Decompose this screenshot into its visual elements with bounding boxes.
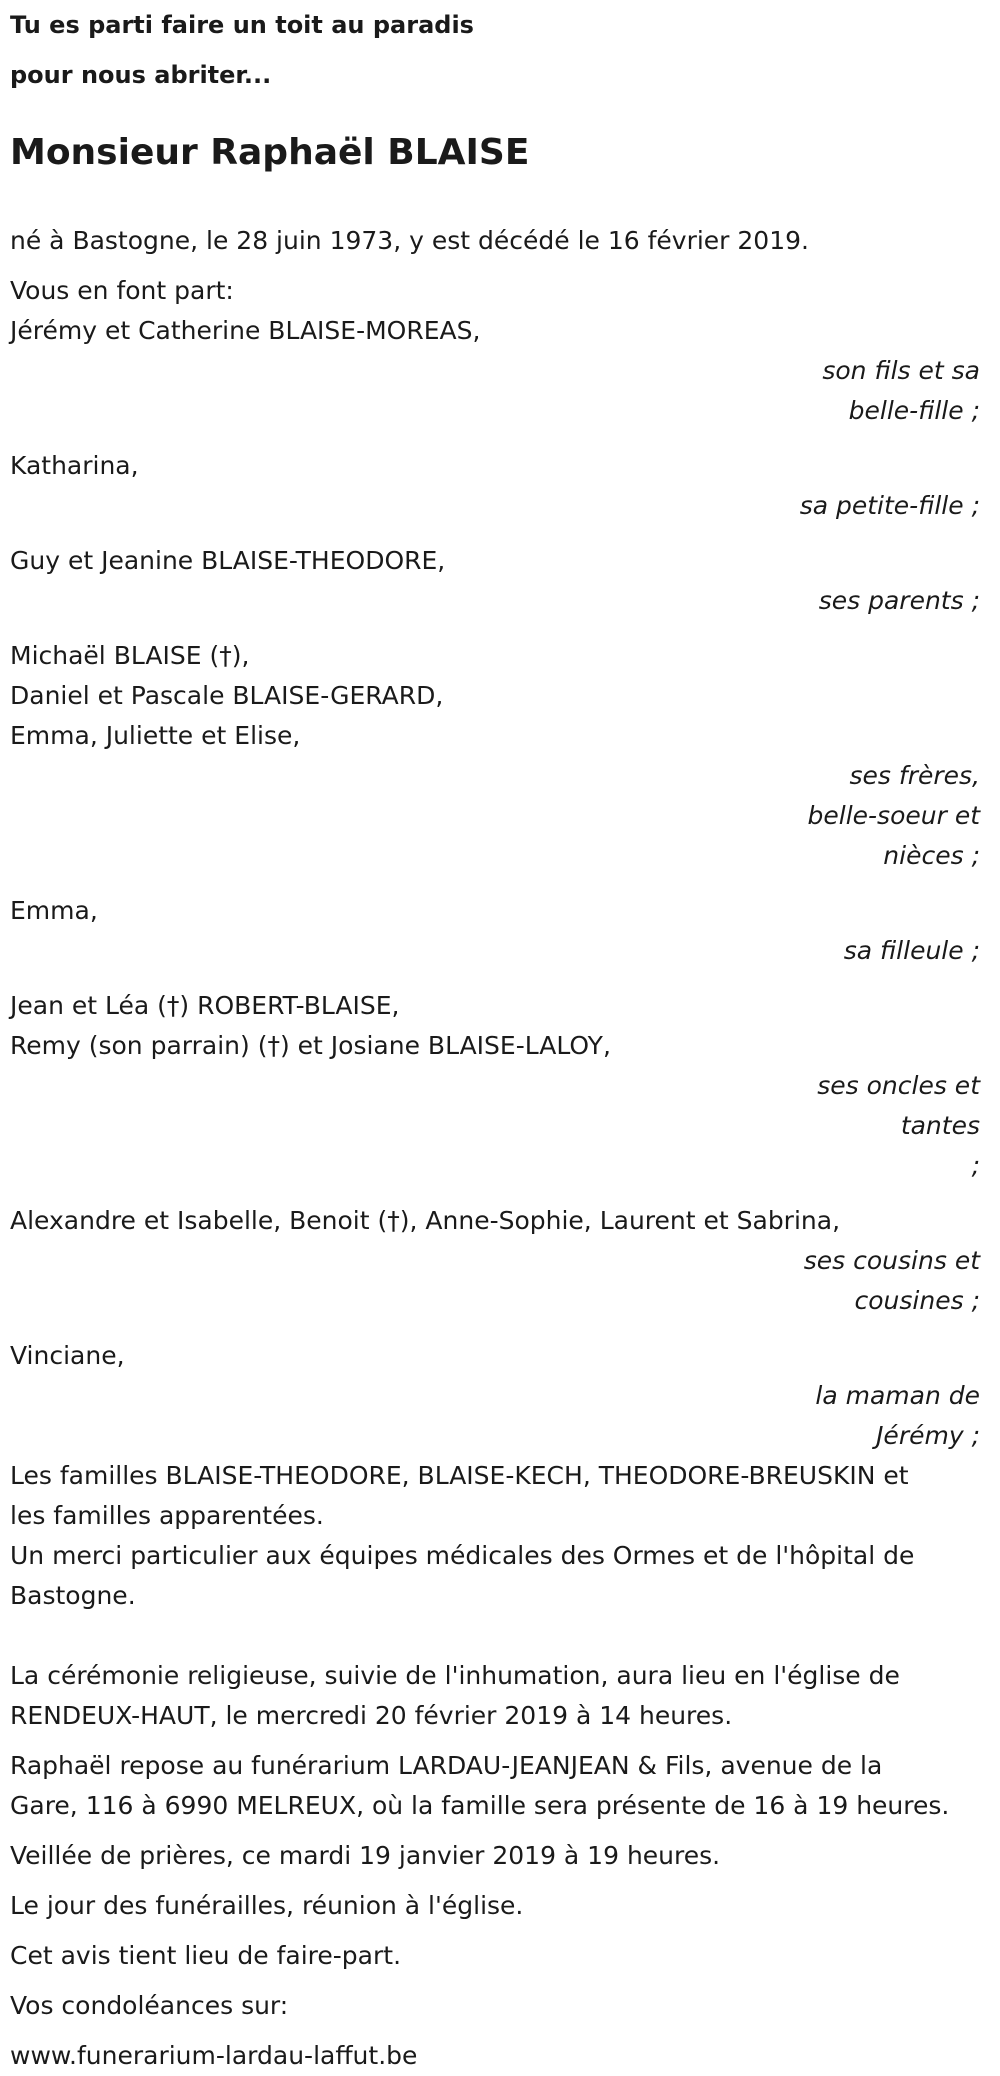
repose-paragraph xyxy=(10,1746,990,1826)
family-relation: son fils et sa xyxy=(822,356,980,385)
thanks-line-1: Un merci particulier aux équipes médicales des Ormes et de l'hôpital de xyxy=(10,1541,915,1570)
intro-text: Vous en font part: xyxy=(10,276,234,305)
family-group xyxy=(10,446,990,526)
family-group xyxy=(10,1336,990,1456)
thanks-line-2: Bastogne. xyxy=(10,1581,136,1610)
family-relation: sa petite-fille ; xyxy=(799,491,980,520)
families-line-2: les familles apparentées. xyxy=(10,1501,324,1530)
family-group xyxy=(10,1201,990,1321)
family-names: Emma, Juliette et Elise, xyxy=(10,721,301,750)
condolences-label: Vos condoléances sur: xyxy=(10,1991,289,2020)
notice-text: Cet avis tient lieu de faire-part. xyxy=(10,1941,402,1970)
website-text: www.funerarium-lardau-laffut.be xyxy=(10,2041,418,2070)
family-names: Guy et Jeanine BLAISE-THEODORE, xyxy=(10,546,446,575)
repose-line-2: Gare, 116 à 6990 MELREUX, où la famille sera présente de 16 à 19 heures. xyxy=(10,1791,950,1820)
family-group xyxy=(10,311,990,431)
family-relation: nièces ; xyxy=(883,841,980,870)
epigraph-line-1: Tu es parti faire un toit au paradis xyxy=(10,11,474,39)
family-names: Katharina, xyxy=(10,451,139,480)
family-names: Alexandre et Isabelle, Benoit (†), Anne-Sophie, Laurent et Sabrina, xyxy=(10,1206,841,1235)
vigil-text: Veillée de prières, ce mardi 19 janvier 2019 à 19 heures. xyxy=(10,1841,721,1870)
families-paragraph xyxy=(10,1456,990,1616)
ceremony-line-2: RENDEUX-HAUT, le mercredi 20 février 2019 à 14 heures. xyxy=(10,1701,733,1730)
family-names: Emma, xyxy=(10,896,98,925)
family-relation: cousines ; xyxy=(854,1286,980,1315)
ceremony-line-1: La cérémonie religieuse, suivie de l'inhumation, aura lieu en l'église de xyxy=(10,1661,900,1690)
families-line-1: Les familles BLAISE-THEODORE, BLAISE-KECH, THEODORE-BREUSKIN et xyxy=(10,1461,909,1490)
family-names: Jérémy et Catherine BLAISE-MOREAS, xyxy=(10,316,481,345)
family-group xyxy=(10,636,990,876)
epigraph-line-2: pour nous abriter... xyxy=(10,61,272,89)
family-relation: ses parents ; xyxy=(818,586,980,615)
family-names: Remy (son parrain) (†) et Josiane BLAISE-LALOY, xyxy=(10,1031,611,1060)
family-relation: ses frères, xyxy=(849,761,980,790)
repose-line-1: Raphaël repose au funérarium LARDAU-JEANJEAN & Fils, avenue de la xyxy=(10,1751,883,1780)
family-group xyxy=(10,986,990,1186)
deceased-name: Monsieur Raphaël BLAISE xyxy=(10,132,530,173)
family-relation: belle-fille ; xyxy=(848,396,980,425)
epigraph xyxy=(10,0,990,100)
family-names: Jean et Léa (†) ROBERT-BLAISE, xyxy=(10,991,400,1020)
family-names: Michaël BLAISE (†), xyxy=(10,641,250,670)
ceremony-paragraph xyxy=(10,1656,990,1736)
family-names: Daniel et Pascale BLAISE-GERARD, xyxy=(10,681,444,710)
family-group xyxy=(10,891,990,971)
family-relation: ; xyxy=(971,1151,980,1180)
family-group xyxy=(10,541,990,621)
family-relation: belle-soeur et xyxy=(807,801,980,830)
family-relation: sa filleule ; xyxy=(843,936,980,965)
family-relation: Jérémy ; xyxy=(876,1421,980,1450)
family-relation: ses cousins et xyxy=(803,1246,980,1275)
family-names: Vinciane, xyxy=(10,1341,125,1370)
family-relation: la maman de xyxy=(815,1381,980,1410)
funeral-day-text: Le jour des funérailles, réunion à l'église. xyxy=(10,1891,524,1920)
family-relation: ses oncles et tantes xyxy=(817,1071,980,1140)
birth-death-line: né à Bastogne, le 28 juin 1973, y est décédé le 16 février 2019. xyxy=(10,226,809,255)
